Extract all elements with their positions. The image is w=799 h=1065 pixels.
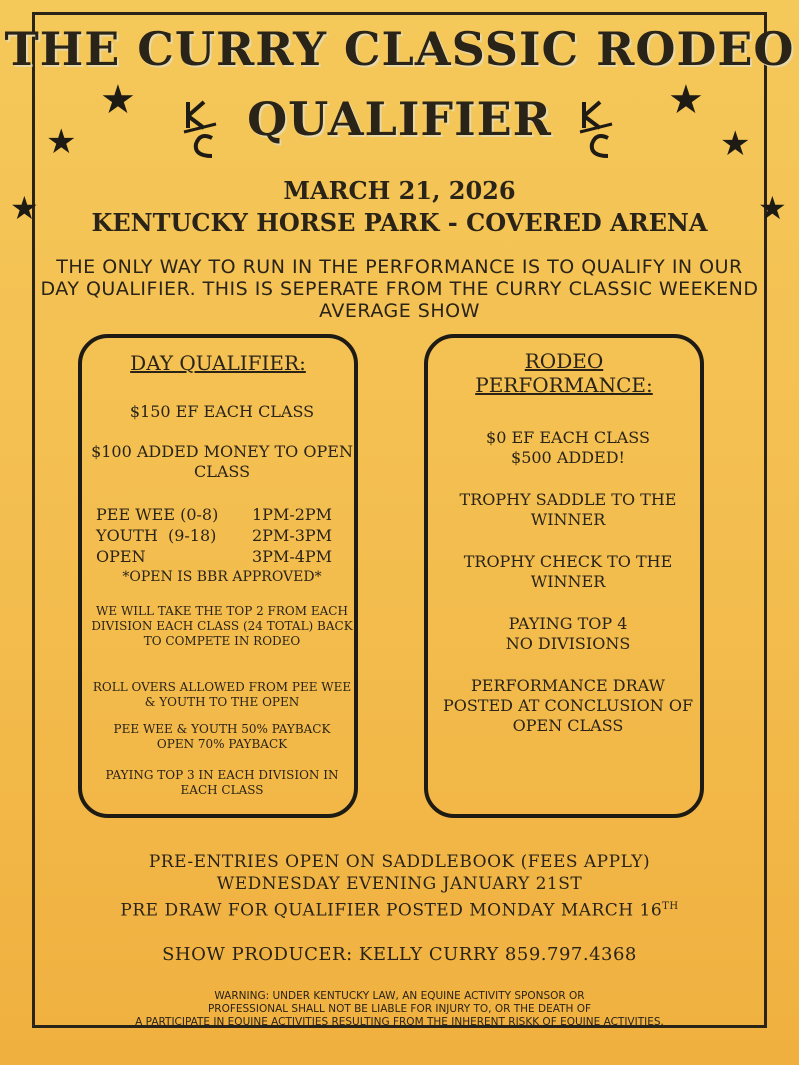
rp-saddle: TROPHY SADDLE TO THE WINNER: [459, 490, 677, 529]
dq-added-money: $100 ADDED MONEY TO OPEN CLASS: [91, 442, 353, 481]
dq-schedule-row: [96, 525, 216, 546]
warning-line: PROFESSIONAL SHALL NOT BE LIABLE FOR INJURY TO, OR THE DEATH OF: [207, 1003, 592, 1015]
pre-draw-sup: TH: [662, 901, 679, 912]
rodeo-title-1: RODEO: [524, 349, 604, 373]
dq-paying-note: PAYING TOP 3 IN EACH DIVISION IN EACH CLASS: [105, 768, 339, 797]
star-icon: ★: [758, 189, 787, 227]
star-icon: ★: [46, 122, 77, 162]
division-label: OPEN: [96, 547, 146, 566]
division-label: YOUTH (9-18): [96, 526, 217, 545]
warning-line: WARNING: UNDER KENTUCKY LAW, AN EQUINE ACTIVITY SPONSOR OR: [214, 990, 585, 1002]
day-qualifier-title: DAY QUALIFIER:: [130, 351, 306, 375]
dq-schedule-time: 3PM-4PM: [252, 547, 333, 566]
warning-line: A PARTICIPATE IN EQUINE ACTIVITIES RESULTING FROM THE INHERENT RISKK OF EQUINE ACTIVITIES.: [135, 1016, 664, 1028]
rodeo-title-2: PERFORMANCE:: [475, 373, 653, 397]
dq-top2-note: WE WILL TAKE THE TOP 2 FROM EACH DIVISION EACH CLASS (24 TOTAL) BACK TO COMPETE IN RODEO: [91, 604, 353, 648]
star-icon: ★: [10, 189, 39, 227]
pre-draw: [0, 896, 799, 922]
poster-title-line1: THE CURRY CLASSIC RODEO: [4, 22, 795, 76]
show-producer: SHOW PRODUCER: KELLY CURRY 859.797.4368: [162, 944, 637, 965]
dq-schedule-time: 2PM-3PM: [252, 526, 333, 545]
division-label: PEE WEE (0-8): [96, 505, 219, 524]
rp-added: $500 ADDED!: [511, 448, 625, 467]
star-icon: ★: [100, 77, 136, 123]
dq-rollover-note: ROLL OVERS ALLOWED FROM PEE WEE & YOUTH TO THE OPEN: [92, 680, 352, 709]
dq-schedule-row: [96, 504, 218, 525]
event-date: MARCH 21, 2026: [283, 176, 516, 205]
rodeo-performance-box: [424, 334, 704, 818]
day-qualifier-box: [78, 334, 358, 818]
rp-divisions: NO DIVISIONS: [505, 634, 631, 653]
pre-draw-text: PRE DRAW FOR QUALIFIER POSTED MONDAY MARCH 16: [120, 900, 663, 921]
rp-fee: $0 EF EACH CLASS: [486, 428, 650, 447]
dq-schedule-row: [96, 546, 146, 567]
dq-bbr-note: *OPEN IS BBR APPROVED*: [122, 569, 322, 585]
dq-fee: $150 EF EACH CLASS: [129, 402, 315, 421]
poster-title-line2: QUALIFIER: [247, 92, 552, 146]
dq-payback-1: PEE WEE & YOUTH 50% PAYBACK: [113, 722, 331, 736]
rp-draw: PERFORMANCE DRAW POSTED AT CONCLUSION OF OPEN CLASS: [442, 676, 694, 735]
pre-entries: PRE-ENTRIES OPEN ON SADDLEBOOK (FEES APPLY): [148, 852, 651, 872]
legal-warning: [0, 990, 799, 1029]
rp-check: TROPHY CHECK TO THE WINNER: [463, 552, 673, 591]
star-icon: ★: [720, 124, 751, 164]
event-venue: KENTUCKY HORSE PARK - COVERED ARENA: [91, 208, 708, 237]
star-icon: ★: [668, 77, 704, 123]
dq-payback-2: OPEN 70% PAYBACK: [156, 737, 288, 751]
rp-paying: PAYING TOP 4: [508, 614, 628, 633]
intro-text: THE ONLY WAY TO RUN IN THE PERFORMANCE IS TO QUALIFY IN OUR DAY QUALIFIER. THIS IS SEPERATE FROM THE CURRY CLASSIC WEEKEND AVERAGE SHOW: [40, 256, 759, 322]
dq-schedule-time: 1PM-2PM: [252, 505, 333, 524]
open-date: WEDNESDAY EVENING JANUARY 21ST: [216, 874, 583, 894]
